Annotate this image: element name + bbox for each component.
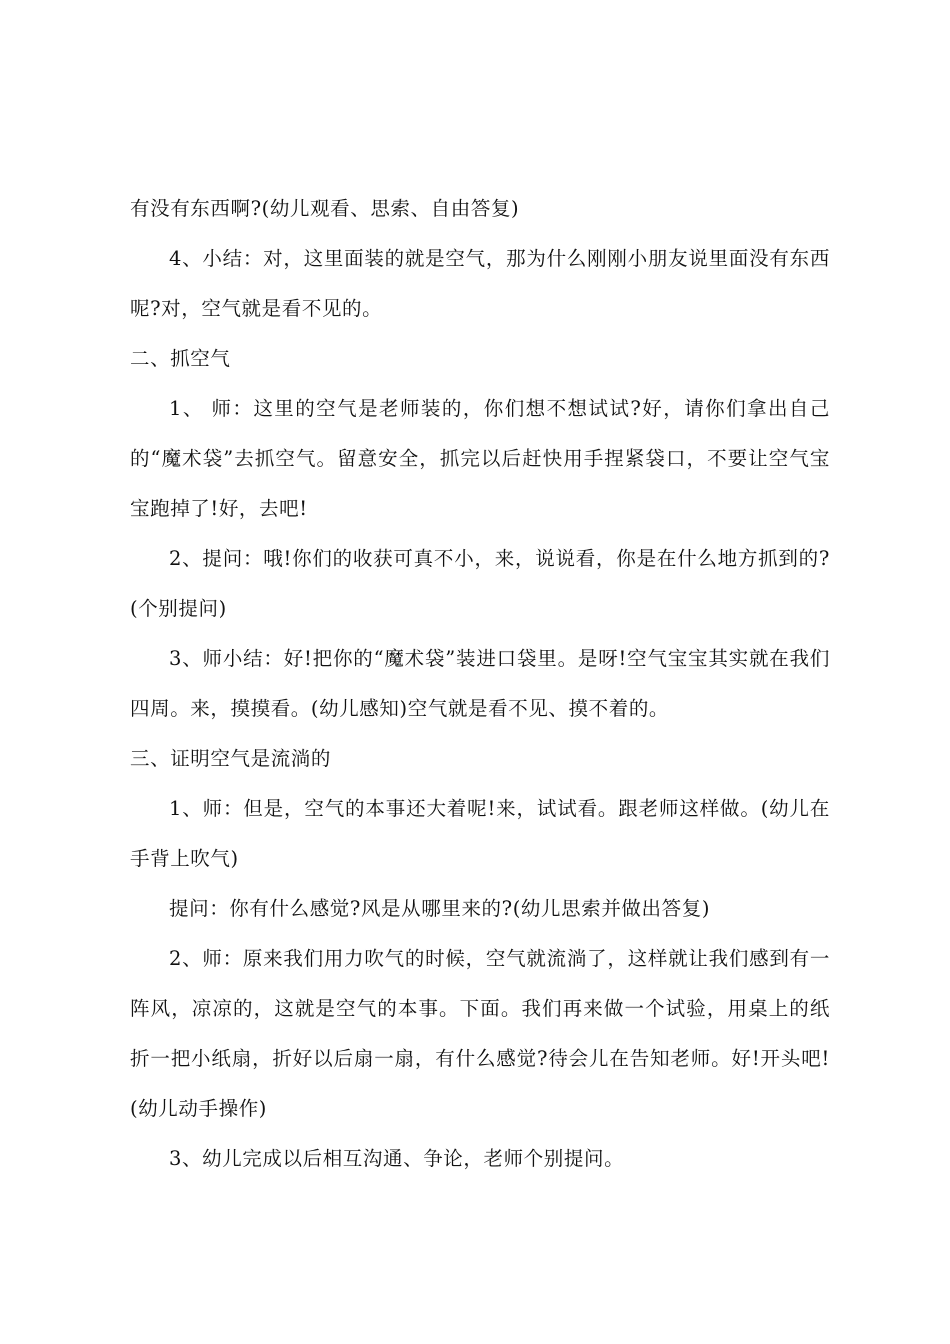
document-body [130, 184, 830, 1184]
paragraph-summary-4: 4、小结：对，这里面装的就是空气，那为什么刚刚小朋友说里面没有东西呢?对，空气就是看不见的。 [130, 247, 830, 320]
paragraph-flow-step-2: 2、师：原来我们用力吹气的时候，空气就流淌了，这样就让我们感到有一阵风，凉凉的，这就是空气的本事。下面。我们再来做一个试验，用桌上的纸折一把小纸扇，折好以后扇一扇，有什么感觉?待会儿在告知老师。好!开头吧!(幼儿动手操作) [130, 947, 830, 1120]
paragraph-step-1: 1、 师：这里的空气是老师装的，你们想不想试试?好，请你们拿出自己的“魔术袋”去抓空气。留意安全，抓完以后赶快用手捏紧袋口，不要让空气宝宝跑掉了!好，去吧! [130, 397, 830, 520]
paragraph-flow-step-1: 1、师：但是，空气的本事还大着呢!来，试试看。跟老师这样做。(幼儿在手背上吹气) [130, 797, 830, 870]
section-heading-catch-air: 二、抓空气 [130, 347, 231, 370]
section-heading-air-flows: 三、证明空气是流淌的 [130, 747, 332, 770]
paragraph-step-2: 2、提问：哦!你们的收获可真不小，来，说说看，你是在什么地方抓到的?(个别提问) [130, 547, 830, 620]
paragraph-continuation: 有没有东西啊?(幼儿观看、思索、自由答复) [130, 197, 520, 220]
paragraph-flow-step-3: 3、幼儿完成以后相互沟通、争论，老师个别提问。 [169, 1147, 625, 1170]
paragraph-question: 提问：你有什么感觉?风是从哪里来的?(幼儿思索并做出答复) [169, 897, 711, 920]
paragraph-step-3: 3、师小结：好!把你的“魔术袋”装进口袋里。是呀!空气宝宝其实就在我们四周。来，摸摸看。(幼儿感知)空气就是看不见、摸不着的。 [130, 647, 830, 720]
